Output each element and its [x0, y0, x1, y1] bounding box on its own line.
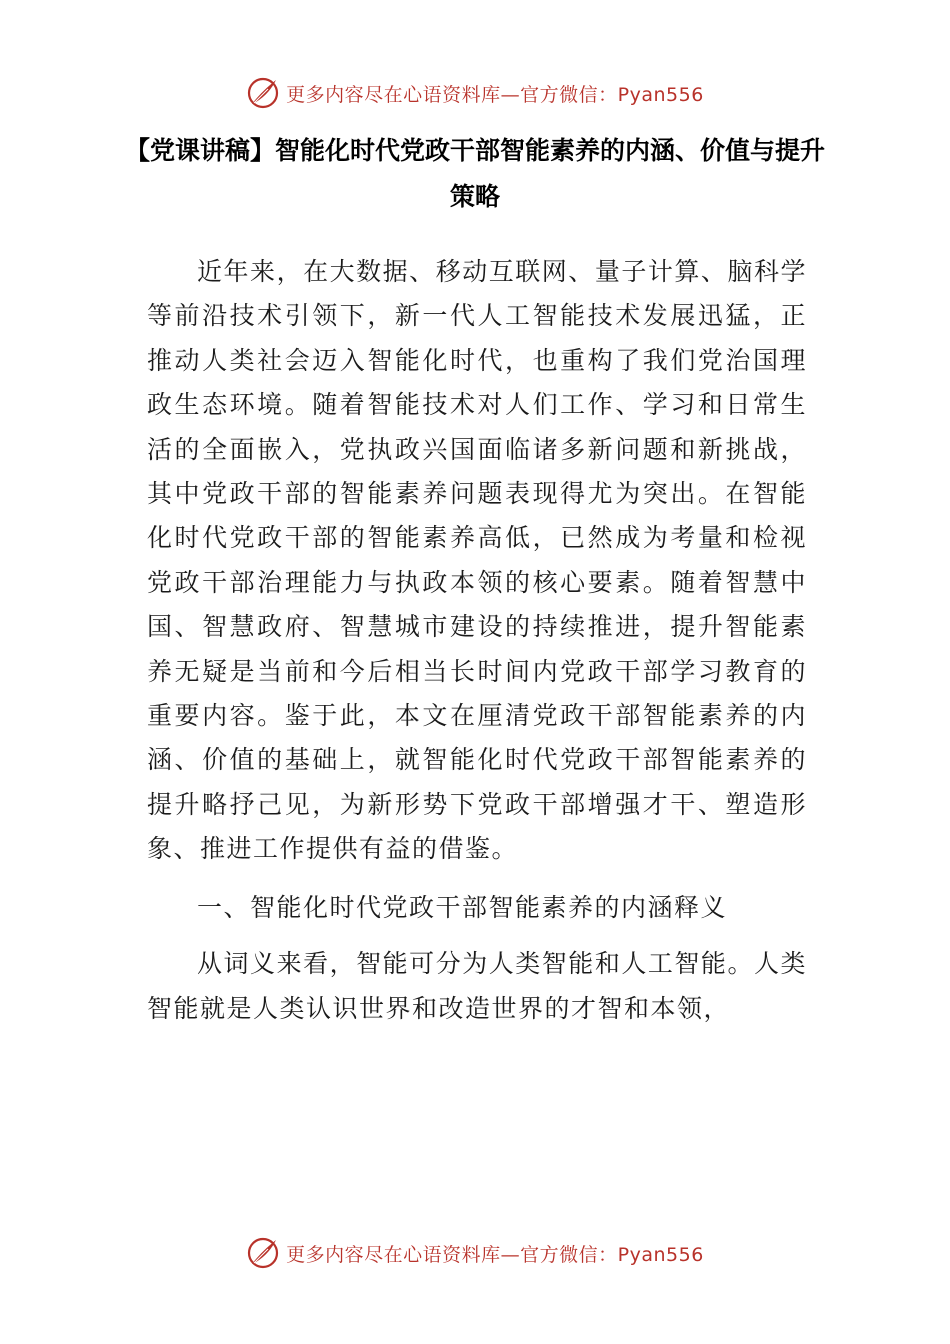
header-watermark [0, 76, 950, 110]
watermark-account: Pyan556 [617, 83, 704, 106]
quill-pen-logo-icon [246, 1236, 280, 1270]
document-body [147, 250, 807, 1031]
footer-watermark [0, 1236, 950, 1270]
paragraph-intro: 近年来，在大数据、移动互联网、量子计算、脑科学等前沿技术引领下，新一代人工智能技术发展迅猛，正推动人类社会迈入智能化时代，也重构了我们党治国理政生态环境。随着智能技术对人们工作、学习和日常生活的全面嵌入，党执政兴国面临诸多新问题和新挑战，其中党政干部的智能素养问题表现得尤为突出。在智能化时代党政干部的智能素养高低，已然成为考量和检视党政干部治理能力与执政本领的核心要素。随着智慧中国、智慧政府、智慧城市建设的持续推进，提升智能素养无疑是当前和今后相当长时间内党政干部学习教育的重要内容。鉴于此，本文在厘清党政干部智能素养的内涵、价值的基础上，就智能化时代党政干部智能素养的提升略抒己见，为新形势下党政干部增强才干、塑造形象、推进工作提供有益的借鉴。 [147, 257, 807, 864]
watermark-text: 更多内容尽在心语资料库—官方微信：Pyan556 [286, 83, 704, 106]
quill-pen-logo-icon [246, 76, 280, 110]
watermark-text: 更多内容尽在心语资料库—官方微信：Pyan556 [286, 1243, 704, 1266]
document-title: 【党课讲稿】智能化时代党政干部智能素养的内涵、价值与提升策略 [124, 136, 825, 211]
watermark-account: Pyan556 [617, 1243, 704, 1266]
section-heading-1: 一、智能化时代党政干部智能素养的内涵释义 [197, 892, 728, 922]
paragraph-definition: 从词义来看，智能可分为人类智能和人工智能。人类智能就是人类认识世界和改造世界的才智和本领， [147, 949, 807, 1023]
